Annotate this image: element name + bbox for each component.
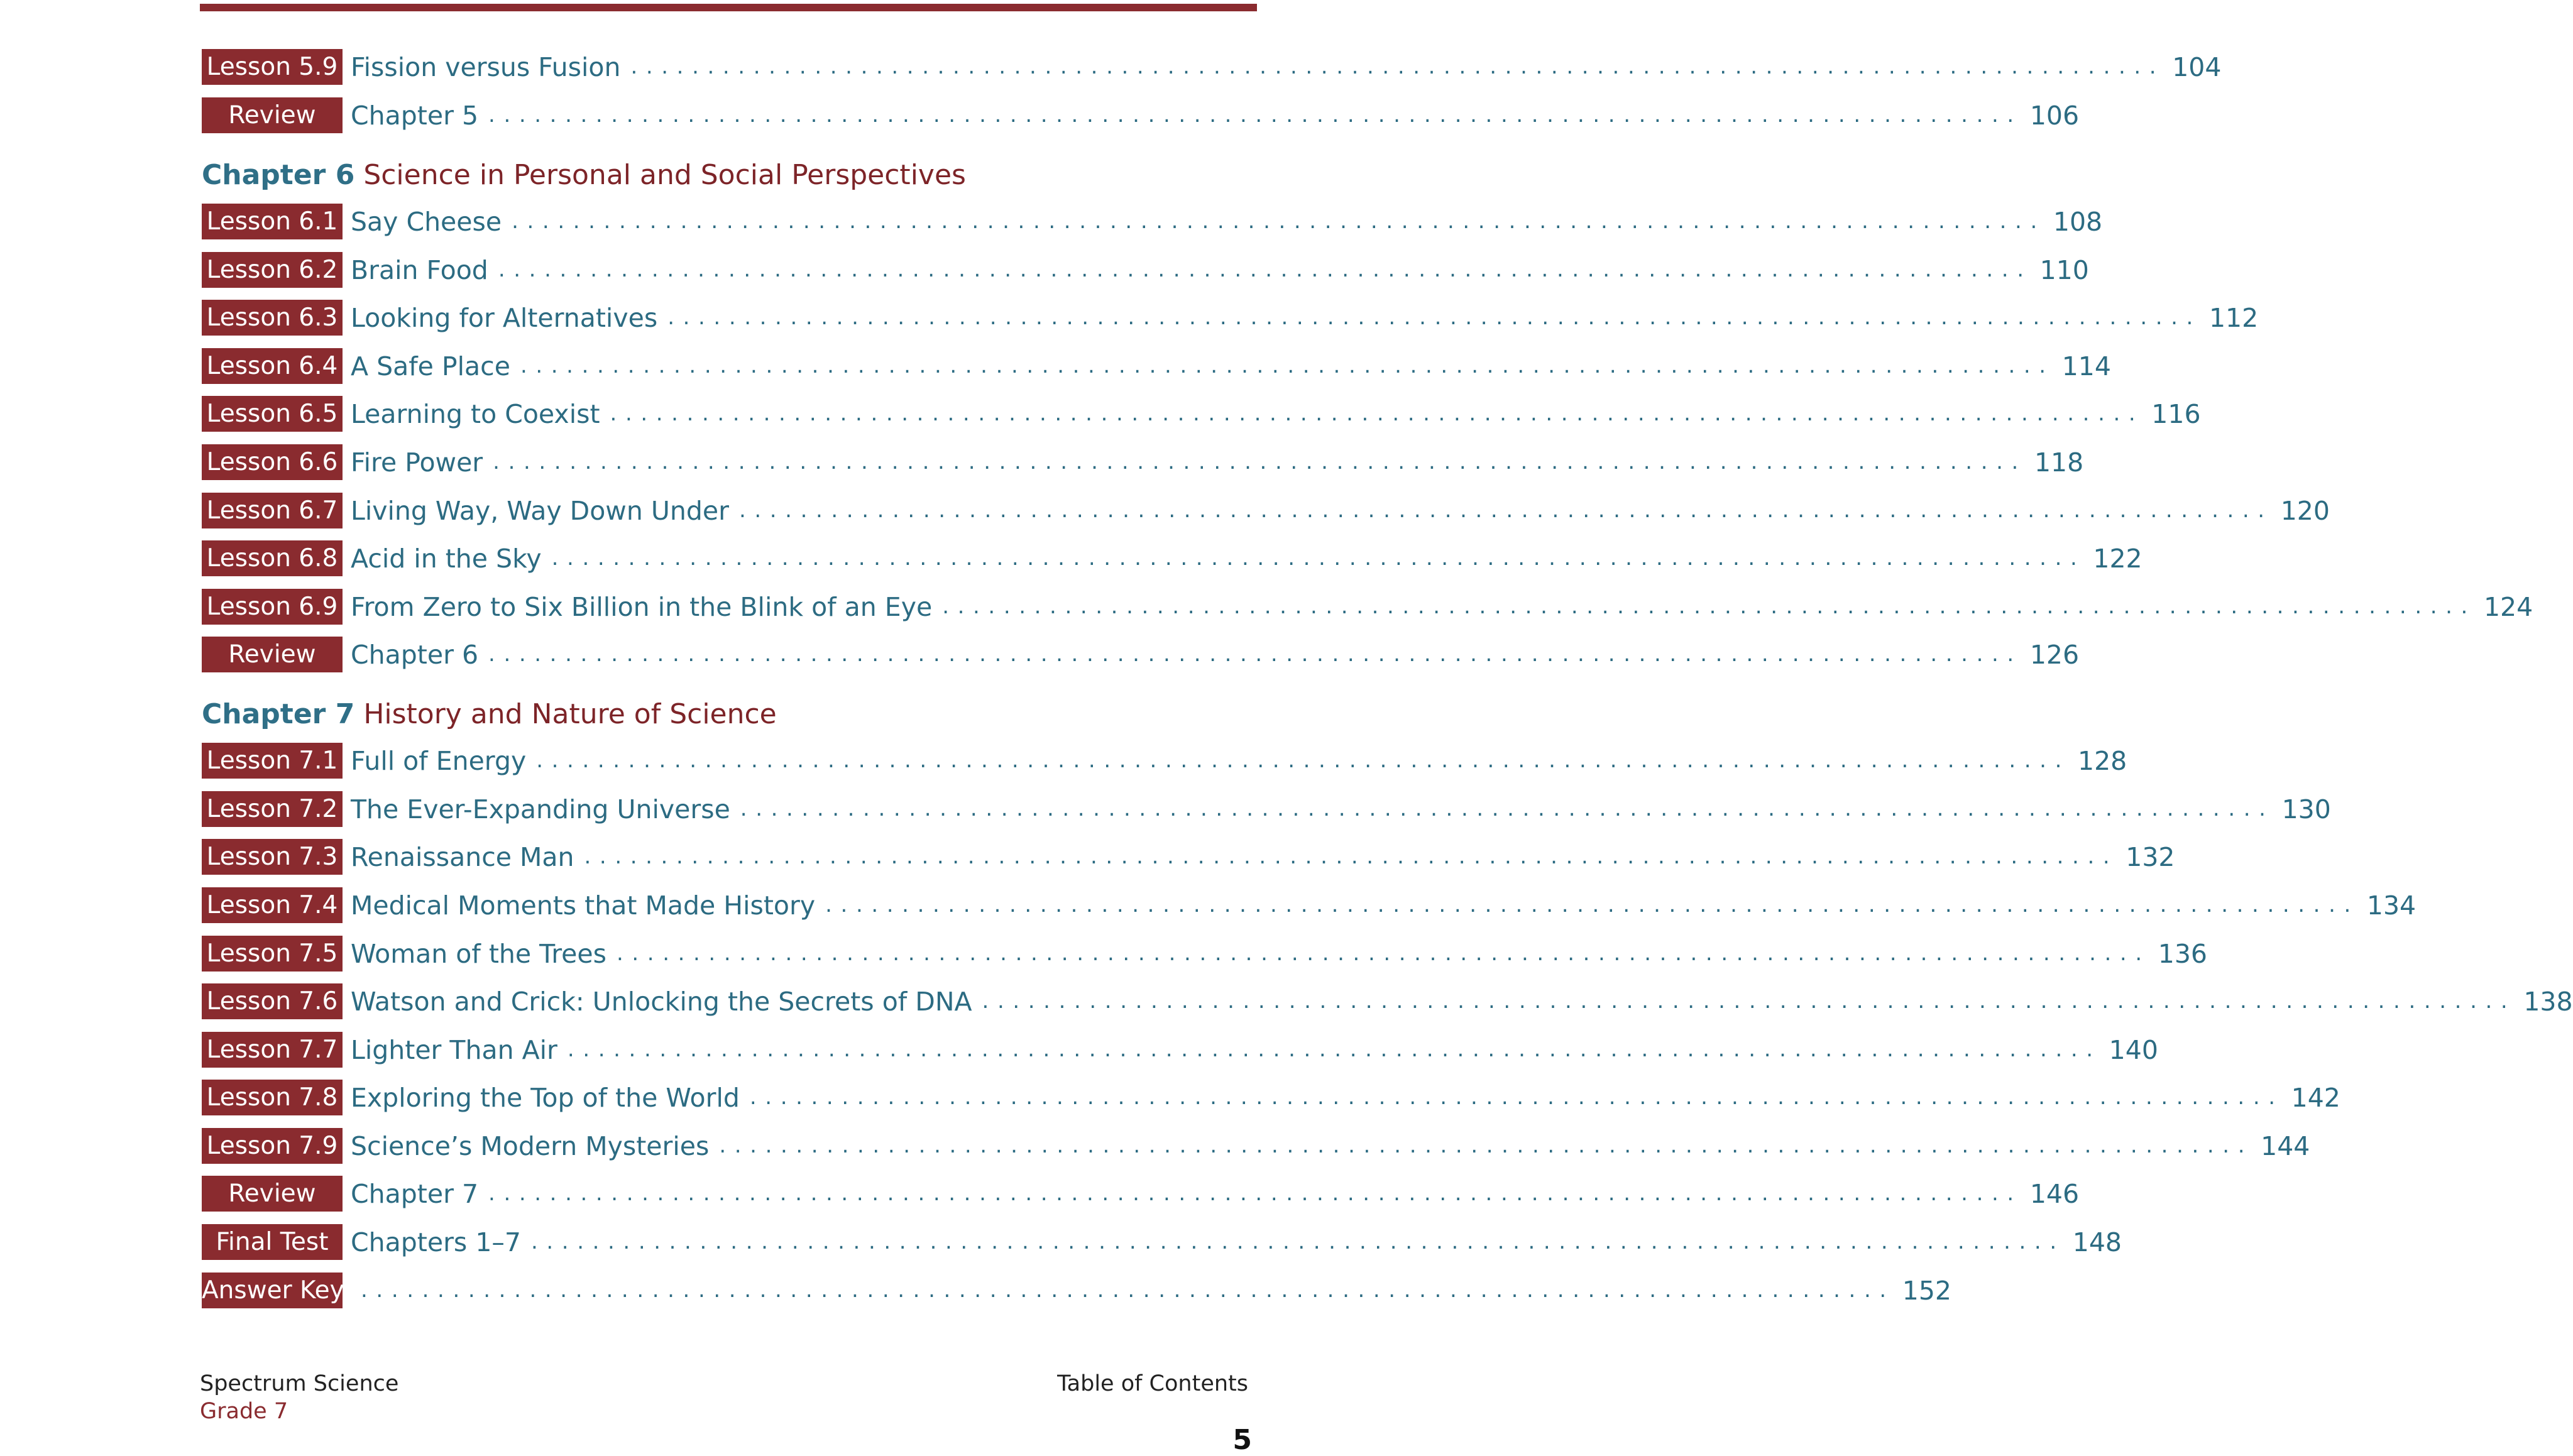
dot-leader: .................................................................................................... [498, 257, 2033, 282]
dot-leader: .................................................................................................... [667, 305, 2202, 330]
dot-leader: .................................................................................................... [719, 1133, 2254, 1158]
entry-page: 120 [2280, 495, 2330, 526]
entry-title: Learning to Coexist [351, 398, 600, 429]
entry-tag: Review [202, 637, 343, 672]
entry-title: Medical Moments that Made History [351, 890, 816, 921]
entry-tag: Lesson 7.3 [202, 839, 343, 875]
entry-page: 114 [2061, 351, 2111, 381]
toc-entry[interactable] [202, 887, 2417, 923]
footer-left [200, 1370, 398, 1425]
entry-tag: Lesson 6.7 [202, 493, 343, 528]
entry-title: Watson and Crick: Unlocking the Secrets of DNA [351, 986, 972, 1017]
entry-title: Chapter 5 [351, 100, 479, 131]
entry-page: 128 [2078, 745, 2127, 776]
entry-page: 110 [2039, 255, 2089, 285]
dot-leader: .................................................................................................... [488, 102, 2022, 128]
toc-entry[interactable] [202, 444, 2084, 480]
entry-title: Woman of the Trees [351, 938, 606, 969]
entry-tag: Lesson 7.6 [202, 983, 343, 1019]
dot-leader: .................................................................................................... [488, 642, 2022, 667]
entry-page: 138 [2523, 986, 2573, 1017]
toc-entry[interactable] [202, 396, 2201, 432]
dot-leader: .................................................................................................... [738, 498, 2273, 523]
entry-page: 146 [2029, 1178, 2080, 1209]
entry-title: Chapter 7 [351, 1178, 479, 1209]
toc-entry[interactable] [202, 1224, 2122, 1260]
entry-tag: Review [202, 97, 343, 133]
dot-leader: .................................................................................................... [610, 401, 2144, 426]
toc-entry[interactable] [202, 204, 2103, 239]
dot-leader: .................................................................................................... [584, 844, 2119, 869]
dot-leader: .................................................................................................... [520, 353, 2055, 378]
entry-tag: Lesson 6.2 [202, 252, 343, 288]
entry-page: 144 [2261, 1130, 2310, 1161]
toc-entry[interactable] [202, 493, 2330, 528]
dot-leader: .................................................................................................... [361, 1278, 1895, 1303]
toc-entry[interactable] [202, 540, 2142, 576]
entry-page: 132 [2126, 841, 2175, 872]
entry-tag: Lesson 7.1 [202, 743, 343, 779]
entry-title: A Safe Place [351, 351, 510, 381]
entry-page: 134 [2366, 890, 2417, 921]
entry-title: Fission versus Fusion [351, 52, 621, 82]
entry-page: 140 [2109, 1034, 2158, 1065]
chapter-label: Chapter 6 [202, 159, 355, 191]
entry-title: Brain Food [351, 255, 488, 285]
dot-leader: .................................................................................................... [982, 988, 2516, 1014]
entry-tag: Lesson 6.3 [202, 300, 343, 336]
entry-title: Full of Energy [351, 745, 527, 776]
entry-tag: Lesson 6.8 [202, 540, 343, 576]
entry-title: From Zero to Six Billion in the Blink of an Eye [351, 591, 933, 622]
toc-entry[interactable] [202, 589, 2533, 625]
toc-entry[interactable] [202, 936, 2207, 972]
toc-entry[interactable] [202, 1176, 2080, 1212]
toc-entry[interactable] [202, 1273, 1952, 1308]
dot-leader: .................................................................................................... [825, 892, 2359, 917]
toc-entry[interactable] [202, 252, 2089, 288]
entry-tag: Lesson 7.2 [202, 791, 343, 827]
dot-leader: .................................................................................................... [512, 209, 2046, 234]
entry-tag: Lesson 7.4 [202, 887, 343, 923]
toc-entry[interactable] [202, 791, 2331, 827]
entry-page: 142 [2291, 1082, 2340, 1113]
entry-page: 152 [1902, 1275, 1952, 1306]
chapter-heading [202, 696, 777, 733]
toc-entry[interactable] [202, 97, 2080, 133]
entry-tag: Final Test [202, 1224, 343, 1260]
toc-entry[interactable] [202, 300, 2259, 336]
footer-book-title: Spectrum Science [200, 1371, 399, 1396]
toc-entry[interactable] [202, 49, 2222, 85]
toc-entry[interactable] [202, 983, 2573, 1019]
entry-page: 130 [2281, 794, 2331, 824]
chapter-title: History and Nature of Science [363, 698, 777, 730]
entry-title: Chapters 1–7 [351, 1227, 521, 1257]
entry-title: Science’s Modern Mysteries [351, 1130, 710, 1161]
page-number: 5 [1232, 1424, 1252, 1456]
toc-entry[interactable] [202, 348, 2111, 384]
dot-leader: .................................................................................................... [740, 796, 2274, 821]
entry-title: Living Way, Way Down Under [351, 495, 729, 526]
chapter-heading [202, 156, 966, 194]
entry-tag: Lesson 7.8 [202, 1080, 343, 1115]
toc-entry[interactable] [202, 743, 2127, 779]
dot-leader: .................................................................................................... [630, 54, 2165, 79]
entry-title: Looking for Alternatives [351, 302, 658, 333]
toc-entry[interactable] [202, 839, 2175, 875]
dot-leader: .................................................................................................... [942, 594, 2476, 619]
entry-page: 116 [2151, 398, 2201, 429]
dot-leader: .................................................................................................... [536, 748, 2070, 773]
dot-leader: .................................................................................................... [616, 941, 2151, 966]
entry-title: Acid in the Sky [351, 543, 542, 574]
entry-tag: Lesson 6.4 [202, 348, 343, 384]
dot-leader: .................................................................................................... [749, 1085, 2284, 1110]
entry-tag: Review [202, 1176, 343, 1212]
toc-entry[interactable] [202, 1128, 2310, 1164]
entry-page: 112 [2208, 302, 2259, 333]
entry-title: Lighter Than Air [351, 1034, 557, 1065]
dot-leader: .................................................................................................... [493, 449, 2027, 474]
entry-title: Say Cheese [351, 206, 502, 237]
entry-title: Renaissance Man [351, 841, 574, 872]
entry-tag: Answer Key [202, 1273, 343, 1308]
entry-tag: Lesson 7.5 [202, 936, 343, 972]
entry-page: 104 [2172, 52, 2222, 82]
entry-title: Fire Power [351, 447, 483, 478]
entry-page: 118 [2034, 447, 2084, 478]
entry-page: 126 [2029, 639, 2080, 670]
toc-entry[interactable] [202, 1032, 2158, 1068]
entry-tag: Lesson 5.9 [202, 49, 343, 85]
dot-leader: .................................................................................................... [530, 1229, 2065, 1254]
footer-grade: Grade 7 [200, 1399, 288, 1424]
footer-section: Table of Contents [1057, 1371, 1248, 1396]
entry-tag: Lesson 7.7 [202, 1032, 343, 1068]
entry-tag: Lesson 6.5 [202, 396, 343, 432]
dot-leader: .................................................................................................... [567, 1037, 2102, 1062]
toc-entry[interactable] [202, 637, 2080, 672]
entry-title: The Ever-Expanding Universe [351, 794, 730, 824]
entry-tag: Lesson 6.1 [202, 204, 343, 239]
entry-title: Exploring the Top of the World [351, 1082, 740, 1113]
entry-tag: Lesson 7.9 [202, 1128, 343, 1164]
entry-page: 122 [2093, 543, 2142, 574]
dot-leader: .................................................................................................... [488, 1181, 2022, 1206]
entry-page: 148 [2072, 1227, 2122, 1257]
entry-page: 124 [2483, 591, 2533, 622]
entry-page: 106 [2029, 100, 2080, 131]
chapter-label: Chapter 7 [202, 698, 355, 730]
dot-leader: .................................................................................................... [551, 545, 2086, 571]
entry-page: 108 [2053, 206, 2103, 237]
entry-tag: Lesson 6.9 [202, 589, 343, 625]
top-rule [200, 4, 1257, 11]
toc-entry[interactable] [202, 1080, 2340, 1115]
chapter-title: Science in Personal and Social Perspectives [363, 159, 966, 191]
entry-title: Chapter 6 [351, 639, 479, 670]
entry-page: 136 [2158, 938, 2207, 969]
entry-tag: Lesson 6.6 [202, 444, 343, 480]
